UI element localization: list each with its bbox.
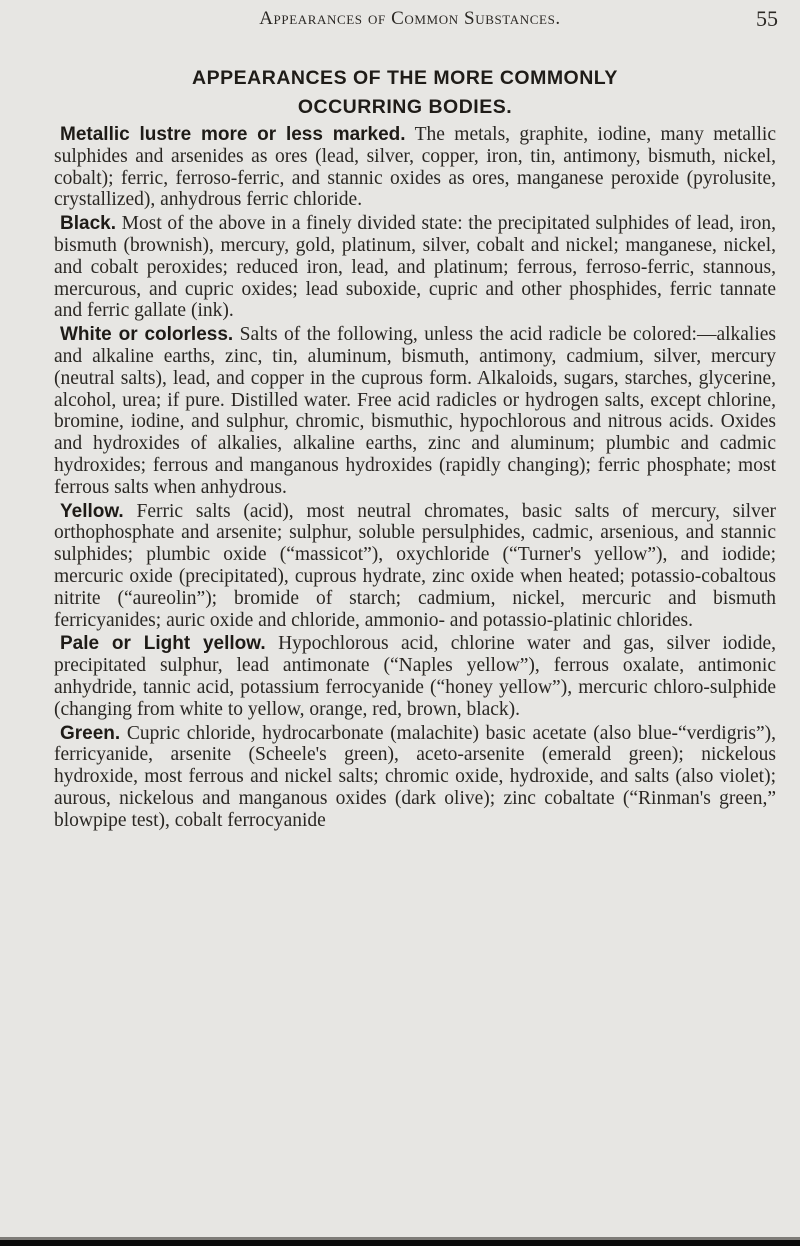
body-text <box>54 124 776 834</box>
running-header <box>0 6 800 40</box>
paragraph-run-in-heading: Yellow. <box>60 500 124 522</box>
paragraph-text: Cupric chloride, hydrocarbonate (malachite) basic acetate (also blue-“verdigris”), ferricyanide, arsenite (Scheele's green), aceto-arsenite (emerald green); nickelous hydroxide, most ferrous and nickel salts; chromic oxide, hydroxide, and salts (also violet); aurous, nickelous and manganous oxides (dark olive); zinc cobaltate (“Rinman's green,” blowpipe test), cobalt ferrocyanide <box>54 722 776 831</box>
paragraph-run-in-heading: Pale or Light yellow. <box>60 633 266 655</box>
paragraph-black <box>54 213 776 322</box>
page-number: 55 <box>756 6 778 31</box>
paragraph-text: Ferric salts (acid), most neutral chromates, basic salts of mercury, silver orthophosphate and arsenite; sulphur, soluble persulphides, cadmic, arsenious, and stannic sulphides; plumbic oxide (“massicot”), oxychloride (“Turner's yellow”), and iodide; mercuric oxide (precipitated), cuprous hydrate, zinc oxide when heated; potassio-cobaltous nitrite (“aureolin”); bromide of starch; cadmium, nickel, mercuric and bismuth ferricyanides; auric oxide and chloride, ammonio- and potassio-platinic chlorides. <box>54 500 776 631</box>
section-heading <box>40 64 770 122</box>
paragraph-text: The metals, graphite, iodine, many metallic sulphides and arsenides as ores (lead, silver, copper, iron, tin, antimony, bismuth, nickel, cobalt); ferric, ferroso-ferric, and stannic oxides as ores, manganese peroxide (pyrolusite, crystallized), anhydrous ferric chloride. <box>54 124 776 211</box>
paragraph-pale-yellow <box>54 633 776 720</box>
page-bottom-edge <box>0 1240 800 1246</box>
paragraph-metallic-lustre <box>54 124 776 211</box>
paragraph-yellow <box>54 501 776 632</box>
paragraph-text: Salts of the following, unless the acid radicle be colored:—alkalies and alkaline earths, zinc, tin, aluminum, bismuth, antimony, cadmium, silver, mercury (neutral salts), lead, and copper in the cuprous form. Alkaloids, sugars, starches, glycerine, alcohol, urea; if pure. Distilled water. Free acid radicles or hydrogen salts, except chlorine, bromine, iodine, and sulphur, chromic, bismuthic, hypochlorous and nitrous acids. Oxides and hydroxides of alkalies, alkaline earths, zinc and aluminum; plumbic and cadmic hydroxides; ferrous and manganous hydroxides (rapidly changing); ferric phosphate; most ferrous salts when anhydrous. <box>54 324 776 498</box>
section-heading-line-2: OCCURRING BODIES. <box>297 96 513 118</box>
paragraph-text: Most of the above in a finely divided state: the precipitated sulphides of lead, iron, bismuth (brownish), mercury, gold, platinum, silver, cobalt and nickel; manganese, nickel, and cobalt peroxides; reduced iron, lead, and platinum; ferrous, ferroso-ferric, stannous, mercurous, and cupric oxides; lead suboxide, cupric and other phosphides, ferric tannate and ferric gallate (ink). <box>54 213 776 322</box>
running-title: Appearances of Common Substances. <box>259 8 561 29</box>
paragraph-text: Hypochlorous acid, chlorine water and gas, silver iodide, precipitated sulphur, lead antimonate (“Naples yellow”), ferrous oxalate, antimonic anhydride, tannic acid, potassium ferrocyanide (“honey yellow”), mercuric chloro-sulphide (changing from white to yellow, orange, red, brown, black). <box>54 633 777 720</box>
paragraph-white-or-colorless <box>54 324 776 498</box>
paragraph-run-in-heading: White or colorless. <box>60 324 234 346</box>
paragraph-run-in-heading: Black. <box>60 213 116 235</box>
paragraph-run-in-heading: Metallic lustre more or less marked. <box>60 124 406 145</box>
section-heading-line-1: APPEARANCES OF THE MORE COMMONLY <box>192 67 618 89</box>
paragraph-run-in-heading: Green. <box>60 722 121 744</box>
paragraph-green <box>54 723 776 832</box>
